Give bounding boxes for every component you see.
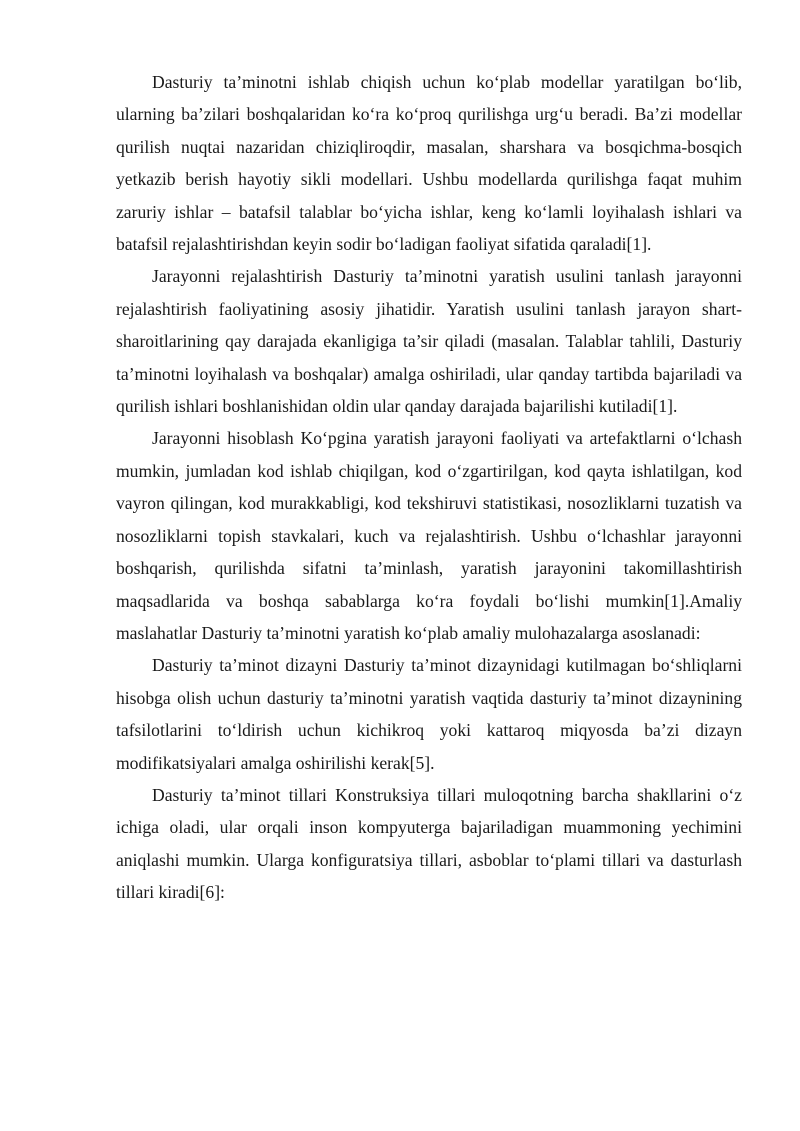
document-page [116,66,742,909]
paragraph-process-measurement: Jarayonni hisoblash Ko‘pgina yaratish jarayoni faoliyati va artefaktlarni o‘lchash mumkin, jumladan kod ishlab chiqilgan, kod o‘zgartirilgan, kod qayta ishlatilgan, kod vayron qilingan, kod murakkabligi, kod tekshiruvi statistikasi, nosozliklarni tuzatish va nosozliklarni topish stavkalari, kuch va rejalashtirish. Ushbu o‘lchashlar jarayonni boshqarish, qurilishda sifatni ta’minlash, yaratish jarayonini takomillashtirish maqsadlarida va boshqa sabablarga ko‘ra foydali bo‘lishi mumkin[1].Amaliy maslahatlar Dasturiy ta’minotni yaratish ko‘plab amaliy mulohazalarga asoslanadi: [116,428,742,643]
paragraph-construction-models: Dasturiy ta’minotni ishlab chiqish uchun ko‘plab modellar yaratilgan bo‘lib, ularning ba’zilari boshqalaridan ko‘ra ko‘proq qurilishga urg‘u beradi. Ba’zi modellar qurilish nuqtai nazaridan chiziqliroqdir, masalan, sharshara va bosqichma-bosqich yetkazib berish hayotiy sikli modellari. Ushbu modellarda qurilishga faqat muhim zaruriy ishlar – batafsil talablar bo‘yicha ishlar, keng ko‘lamli loyihalash ishlari va batafsil rejalashtirishdan keyin sodir bo‘ladigan faoliyat sifatida qaraladi[1]. [116,72,742,255]
paragraph-software-design: Dasturiy ta’minot dizayni Dasturiy ta’minot dizaynidagi kutilmagan bo‘shliqlarni hisobga olish uchun dasturiy ta’minotni yaratish vaqtida dasturiy ta’minot dizaynining tafsilotlarini to‘ldirish uchun kichikroq yoki kattaroq miqyosda ba’zi dizayn modifikatsiyalari amalga oshirilishi kerak[5]. [116,655,742,773]
paragraph-software-languages: Dasturiy ta’minot tillari Konstruksiya tillari muloqotning barcha shakllarini o‘z ichiga oladi, ular orqali inson kompyuterga bajariladigan muammoning yechimini aniqlashi mumkin. Ularga konfiguratsiya tillari, asboblar to‘plami tillari va dasturlash tillari kiradi[6]: [116,784,742,903]
paragraph-process-planning: Jarayonni rejalashtirish Dasturiy ta’minotni yaratish usulini tanlash jarayonni rejalashtirish faoliyatining asosiy jihatidir. Yaratish usulini tanlash jarayon shart-sharoitlarining qay darajada ekanligiga ta’sir qiladi (masalan. Talablar tahlili, Dasturiy ta’minotni loyihalash va boshqalar) amalga oshiriladi, ular qanday tartibda bajariladi va qurilish ishlari boshlanishidan oldin ular qanday darajada bajarilishi kutiladi[1]. [116,266,742,417]
